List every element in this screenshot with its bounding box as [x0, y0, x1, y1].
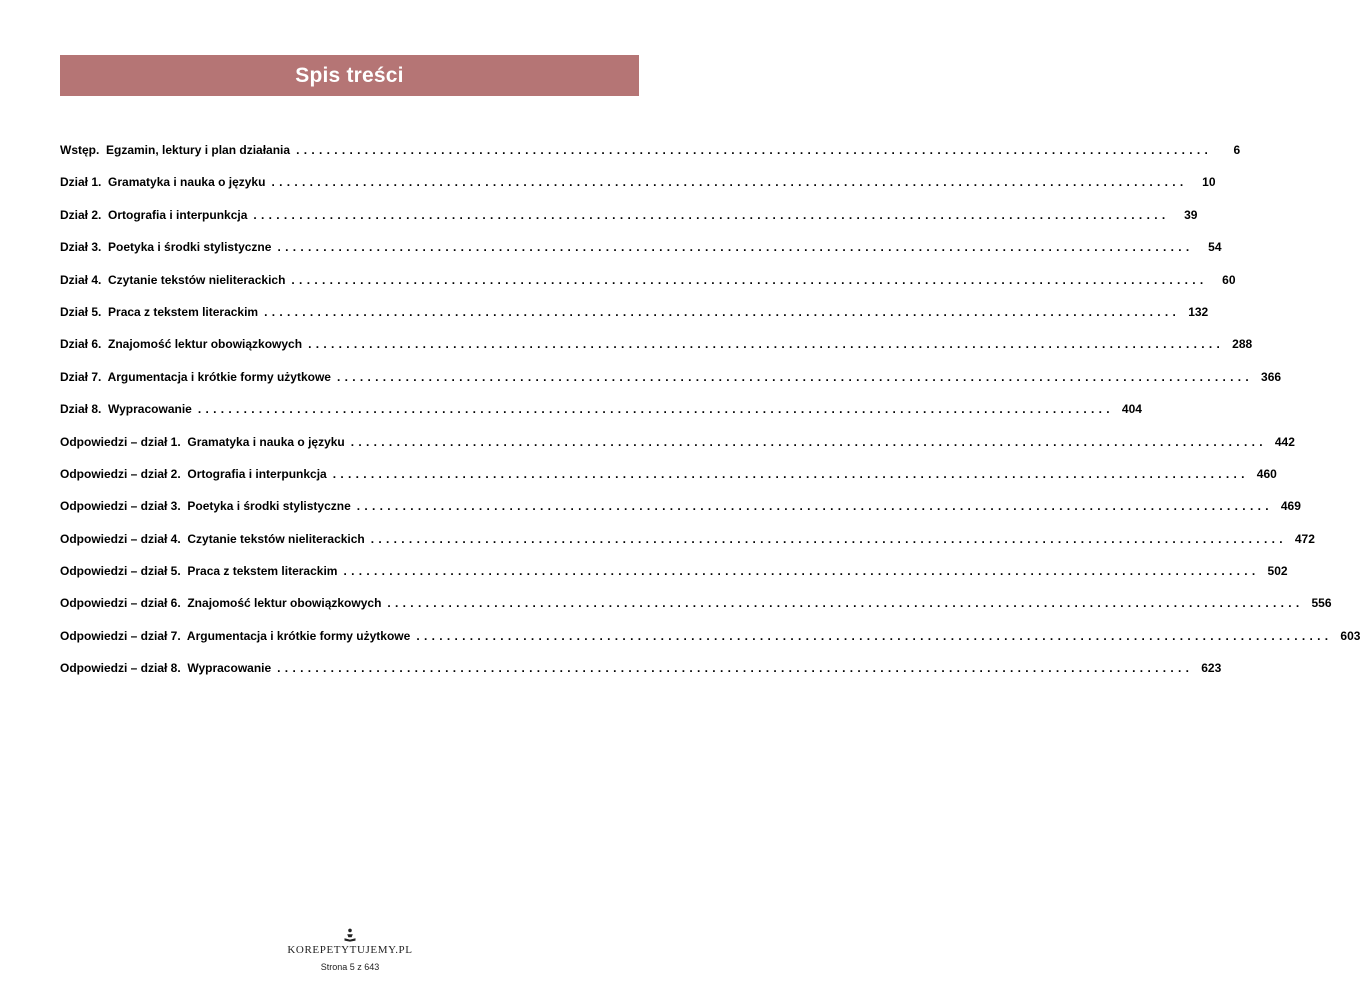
toc-entry-label: Odpowiedzi – dział 6. Znajomość lektur obowiązkowych [60, 596, 382, 611]
toc-entry-page: 60 [1222, 272, 1236, 287]
footer [0, 928, 700, 972]
toc-entry-page: 39 [1184, 207, 1198, 222]
toc-entry-label: Dział 8. Wypracowanie [60, 402, 192, 417]
toc-entry[interactable] [60, 240, 1222, 272]
toc-entry[interactable] [60, 402, 1142, 434]
toc-entry-label: Dział 7. Argumentacja i krótkie formy użytkowe [60, 369, 331, 384]
toc-entry-page: 288 [1232, 337, 1253, 352]
title-bar [60, 55, 639, 96]
toc-leader-dots: ........................................................................................................................ [296, 143, 1213, 157]
toc-leader-dots: ........................................................................................................................ [336, 369, 1254, 384]
toc-entry-label: Dział 4. Czytanie tekstów nieliterackich [60, 272, 286, 287]
toc-entry-page: 6 [1233, 143, 1241, 157]
toc-leader-dots: ........................................................................................................................ [308, 337, 1225, 352]
toc-entry-label: Odpowiedzi – dział 7. Argumentacja i krótkie formy użytkowe [60, 628, 411, 643]
toc-entry-page: 623 [1201, 661, 1222, 676]
reading-person-icon [343, 928, 357, 942]
toc-entry[interactable] [60, 272, 1236, 305]
toc-entry[interactable] [60, 564, 1288, 596]
toc-entry[interactable] [60, 531, 1315, 564]
toc-leader-dots: ........................................................................................................................ [387, 596, 1304, 611]
toc-entry-page: 502 [1267, 564, 1288, 579]
toc-leader-dots: ........................................................................................................................ [277, 240, 1194, 255]
toc-entry-label: Dział 6. Znajomość lektur obowiązkowych [60, 337, 303, 352]
toc-leader-dots: ........................................................................................................................ [343, 564, 1260, 579]
toc-entry[interactable] [60, 337, 1253, 369]
toc-leader-dots: ........................................................................................................................ [277, 661, 1194, 676]
toc-entry[interactable] [60, 175, 1216, 207]
toc-leader-dots: ........................................................................................................................ [271, 175, 1188, 190]
page-title: Spis treści [295, 63, 404, 87]
toc-leader-dots: ........................................................................................................................ [332, 466, 1249, 481]
toc-entry-label: Odpowiedzi – dział 8. Wypracowanie [60, 661, 272, 676]
toc-entry-page: 366 [1261, 369, 1282, 384]
toc-entry[interactable] [60, 499, 1301, 531]
toc-entry[interactable] [60, 661, 1222, 693]
toc-entry-page: 472 [1294, 531, 1315, 546]
toc-entry-page: 132 [1188, 304, 1209, 319]
toc-entry-label: Dział 2. Ortografia i interpunkcja [60, 207, 248, 222]
toc-entry-page: 10 [1202, 175, 1216, 190]
toc-entry-label: Odpowiedzi – dział 5. Praca z tekstem literackim [60, 564, 338, 579]
toc-entry-page: 603 [1340, 628, 1360, 643]
toc-entry-page: 556 [1311, 596, 1332, 611]
toc-entry[interactable] [60, 369, 1282, 402]
toc-entry[interactable] [60, 466, 1277, 499]
toc-entry-label: Odpowiedzi – dział 3. Poetyka i środki stylistyczne [60, 499, 351, 514]
toc-entry-label: Wstęp. Egzamin, lektury i plan działania [60, 143, 291, 157]
toc-leader-dots: ........................................................................................................................ [264, 304, 1181, 319]
toc-entry-page: 469 [1280, 499, 1301, 514]
toc-entry-page: 442 [1274, 434, 1295, 449]
toc-leader-dots: ........................................................................................................................ [370, 531, 1287, 546]
toc-entry[interactable] [60, 207, 1198, 240]
toc-entry[interactable] [60, 304, 1209, 337]
table-of-contents [60, 143, 1360, 694]
toc-entry-label: Odpowiedzi – dział 2. Ortografia i interpunkcja [60, 466, 327, 481]
brand-logo-text: KOREPETYTUJEMY.PL [287, 944, 413, 956]
toc-leader-dots: ........................................................................................................................ [291, 272, 1208, 287]
page-indicator: Strona 5 z 643 [320, 962, 380, 972]
toc-leader-dots: ........................................................................................................................ [253, 207, 1170, 222]
toc-entry[interactable] [60, 596, 1332, 628]
toc-leader-dots: ........................................................................................................................ [350, 434, 1267, 449]
toc-entry-label: Dział 1. Gramatyka i nauka o języku [60, 175, 266, 190]
toc-entry-page: 54 [1208, 240, 1222, 255]
toc-entry-label: Odpowiedzi – dział 1. Gramatyka i nauka o języku [60, 434, 345, 449]
toc-entry-label: Dział 3. Poetyka i środki stylistyczne [60, 240, 272, 255]
toc-leader-dots: ........................................................................................................................ [197, 402, 1114, 417]
toc-entry[interactable] [60, 143, 1241, 175]
toc-entry-page: 404 [1121, 402, 1142, 417]
toc-leader-dots: ........................................................................................................................ [416, 628, 1333, 643]
toc-entry-page: 460 [1256, 466, 1277, 481]
toc-entry-label: Odpowiedzi – dział 4. Czytanie tekstów nieliterackich [60, 531, 365, 546]
toc-leader-dots: ........................................................................................................................ [356, 499, 1273, 514]
toc-entry[interactable] [60, 628, 1360, 661]
toc-entry[interactable] [60, 434, 1295, 467]
toc-entry-label: Dział 5. Praca z tekstem literackim [60, 304, 259, 319]
